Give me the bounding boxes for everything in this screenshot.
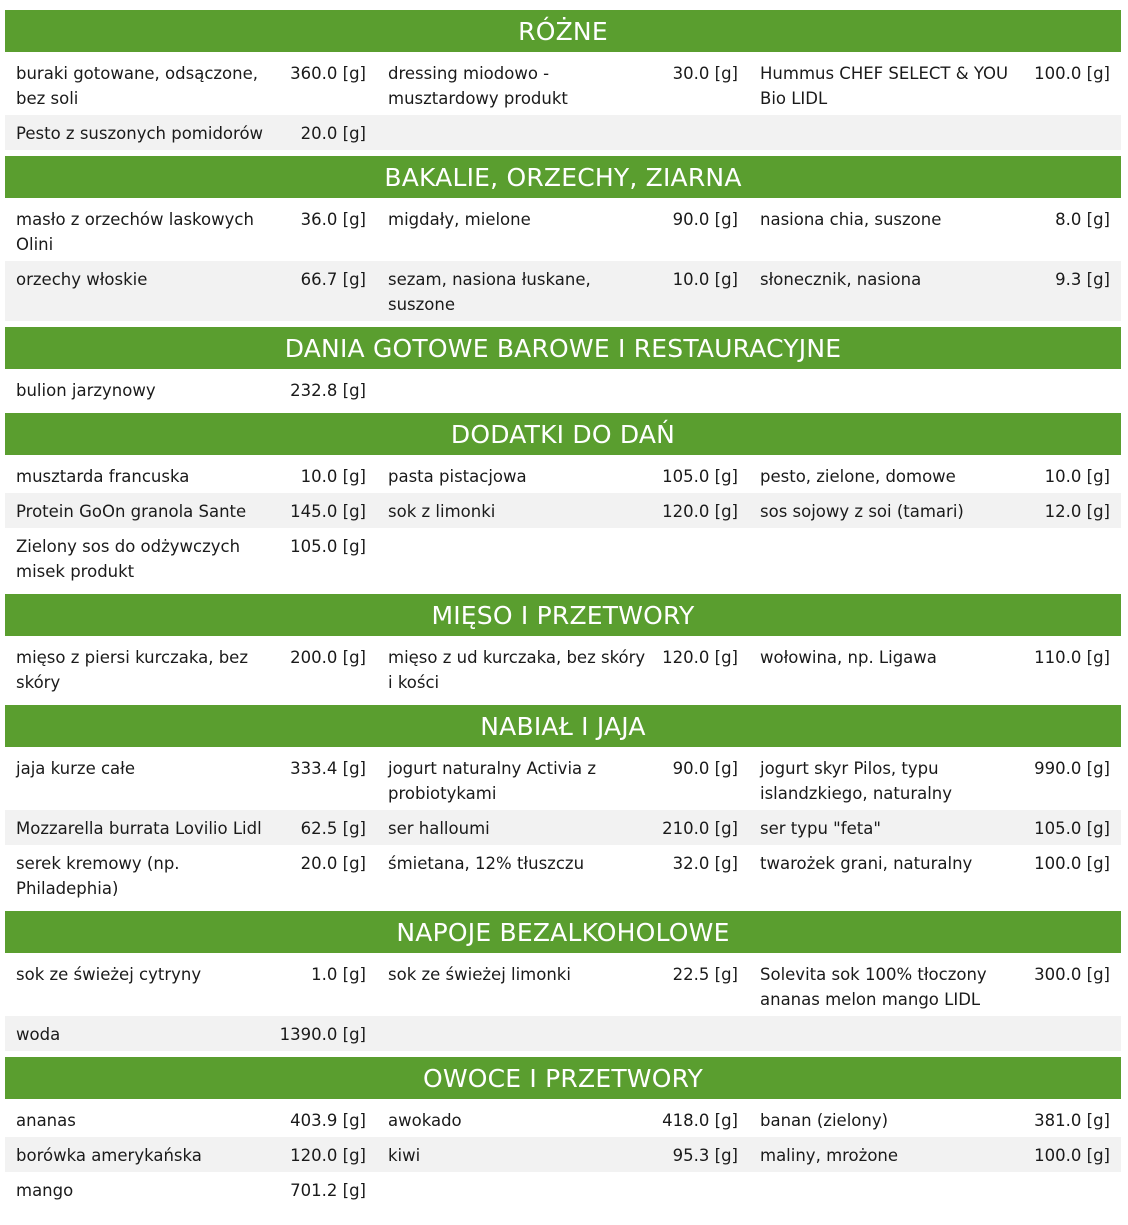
empty-cell (377, 1016, 749, 1051)
item-row (5, 261, 1121, 321)
item-name: dressing miodowo - musztardowy produkt (388, 64, 568, 108)
section-header: MIĘSO I PRZETWORY (5, 594, 1121, 636)
item-quantity: 20.0 [g] (300, 124, 366, 143)
item-quantity: 8.0 [g] (1055, 210, 1110, 229)
item-quantity: 36.0 [g] (300, 210, 366, 229)
empty-cell (749, 1172, 1121, 1207)
item-row (5, 201, 1121, 261)
item-row (5, 956, 1121, 1016)
item-cell (5, 115, 377, 150)
item-cell (377, 493, 749, 528)
item-name: bulion jarzynowy (16, 381, 156, 400)
item-name: ser typu "feta" (760, 819, 881, 838)
item-name: borówka amerykańska (16, 1146, 202, 1165)
item-name: Zielony sos do odżywczych misek produkt (16, 537, 241, 581)
item-quantity: 120.0 [g] (662, 648, 738, 667)
item-name: nasiona chia, suszone (760, 210, 942, 229)
item-name: jogurt skyr Pilos, typu islandzkiego, naturalny (760, 759, 953, 803)
item-cell (377, 956, 749, 1016)
empty-cell (749, 528, 1121, 588)
section-header: OWOCE I PRZETWORY (5, 1057, 1121, 1099)
item-quantity: 232.8 [g] (290, 381, 366, 400)
item-quantity: 1.0 [g] (311, 965, 366, 984)
item-quantity: 200.0 [g] (290, 648, 366, 667)
item-name: serek kremowy (np. Philadephia) (16, 854, 180, 898)
item-cell (749, 458, 1121, 493)
section-items (5, 750, 1121, 905)
item-quantity: 333.4 [g] (290, 759, 366, 778)
item-cell (377, 1137, 749, 1172)
item-quantity: 10.0 [g] (300, 467, 366, 486)
item-quantity: 90.0 [g] (672, 759, 738, 778)
item-cell (5, 1016, 377, 1051)
item-cell (749, 639, 1121, 699)
item-quantity: 12.0 [g] (1044, 502, 1110, 521)
item-quantity: 95.3 [g] (672, 1146, 738, 1165)
item-cell (749, 1137, 1121, 1172)
item-cell (377, 810, 749, 845)
item-quantity: 120.0 [g] (290, 1146, 366, 1165)
item-quantity: 10.0 [g] (1044, 467, 1110, 486)
item-cell (5, 493, 377, 528)
item-name: wołowina, np. Ligawa (760, 648, 937, 667)
item-quantity: 110.0 [g] (1034, 648, 1110, 667)
section-items (5, 55, 1121, 150)
item-row (5, 639, 1121, 699)
item-quantity: 90.0 [g] (672, 210, 738, 229)
item-row (5, 1016, 1121, 1051)
item-quantity: 105.0 [g] (662, 467, 738, 486)
section-items (5, 956, 1121, 1051)
empty-cell (377, 115, 749, 150)
item-name: migdały, mielone (388, 210, 531, 229)
empty-cell (749, 1016, 1121, 1051)
item-cell (5, 1172, 377, 1207)
section-header: BAKALIE, ORZECHY, ZIARNA (5, 156, 1121, 198)
item-quantity: 100.0 [g] (1034, 1146, 1110, 1165)
shopping-list (5, 10, 1121, 1207)
item-cell (749, 201, 1121, 261)
item-cell (377, 458, 749, 493)
item-name: sok z limonki (388, 502, 496, 521)
section-items (5, 201, 1121, 321)
item-row (5, 845, 1121, 905)
item-cell (5, 1137, 377, 1172)
item-row (5, 458, 1121, 493)
item-name: śmietana, 12% tłuszczu (388, 854, 585, 873)
item-name: jaja kurze całe (16, 759, 136, 778)
item-row (5, 1172, 1121, 1207)
item-cell (5, 956, 377, 1016)
item-cell (5, 1102, 377, 1137)
item-row (5, 493, 1121, 528)
item-cell (5, 528, 377, 588)
item-cell (5, 458, 377, 493)
item-row (5, 55, 1121, 115)
item-cell (749, 261, 1121, 321)
item-cell (749, 845, 1121, 905)
item-cell (5, 372, 377, 407)
item-quantity: 120.0 [g] (662, 502, 738, 521)
item-name: twarożek grani, naturalny (760, 854, 973, 873)
item-cell (5, 810, 377, 845)
item-quantity: 22.5 [g] (672, 965, 738, 984)
item-name: Protein GoOn granola Sante (16, 502, 247, 521)
item-quantity: 62.5 [g] (300, 819, 366, 838)
section-items (5, 639, 1121, 699)
item-quantity: 381.0 [g] (1034, 1111, 1110, 1130)
item-row (5, 528, 1121, 588)
item-cell (5, 201, 377, 261)
empty-cell (377, 372, 749, 407)
item-name: słonecznik, nasiona (760, 270, 922, 289)
item-row (5, 115, 1121, 150)
item-cell (377, 750, 749, 810)
item-quantity: 100.0 [g] (1034, 64, 1110, 83)
item-cell (5, 55, 377, 115)
section-items (5, 1102, 1121, 1207)
item-cell (749, 810, 1121, 845)
item-quantity: 360.0 [g] (290, 64, 366, 83)
item-quantity: 66.7 [g] (300, 270, 366, 289)
item-name: buraki gotowane, odsączone, bez soli (16, 64, 259, 108)
item-row (5, 372, 1121, 407)
item-quantity: 403.9 [g] (290, 1111, 366, 1130)
item-quantity: 30.0 [g] (672, 64, 738, 83)
item-quantity: 9.3 [g] (1055, 270, 1110, 289)
item-quantity: 300.0 [g] (1034, 965, 1110, 984)
item-cell (749, 493, 1121, 528)
item-cell (5, 845, 377, 905)
item-name: mięso z ud kurczaka, bez skóry i kości (388, 648, 646, 692)
section-header: NAPOJE BEZALKOHOLOWE (5, 911, 1121, 953)
empty-cell (377, 528, 749, 588)
item-name: jogurt naturalny Activia z probiotykami (388, 759, 597, 803)
item-name: Mozzarella burrata Lovilio Lidl (16, 819, 262, 838)
item-quantity: 105.0 [g] (1034, 819, 1110, 838)
section-header: DODATKI DO DAŃ (5, 413, 1121, 455)
item-name: mango (16, 1181, 74, 1200)
item-name: masło z orzechów laskowych Olini (16, 210, 254, 254)
item-row (5, 1102, 1121, 1137)
item-cell (377, 55, 749, 115)
item-quantity: 100.0 [g] (1034, 854, 1110, 873)
item-cell (377, 261, 749, 321)
item-quantity: 145.0 [g] (290, 502, 366, 521)
item-quantity: 20.0 [g] (300, 854, 366, 873)
item-cell (5, 261, 377, 321)
item-quantity: 210.0 [g] (662, 819, 738, 838)
section-header: DANIA GOTOWE BAROWE I RESTAURACYJNE (5, 327, 1121, 369)
item-row (5, 750, 1121, 810)
item-name: Hummus CHEF SELECT & YOU Bio LIDL (760, 64, 1009, 108)
section-header: NABIAŁ I JAJA (5, 705, 1121, 747)
item-name: maliny, mrożone (760, 1146, 899, 1165)
item-name: musztarda francuska (16, 467, 190, 486)
item-quantity: 990.0 [g] (1034, 759, 1110, 778)
item-quantity: 105.0 [g] (290, 537, 366, 556)
item-cell (749, 956, 1121, 1016)
item-name: sok ze świeżej limonki (388, 965, 571, 984)
item-name: banan (zielony) (760, 1111, 889, 1130)
empty-cell (749, 115, 1121, 150)
item-name: sos sojowy z soi (tamari) (760, 502, 964, 521)
item-name: pesto, zielone, domowe (760, 467, 956, 486)
item-quantity: 10.0 [g] (672, 270, 738, 289)
item-name: sok ze świeżej cytryny (16, 965, 202, 984)
item-name: sezam, nasiona łuskane, suszone (388, 270, 591, 314)
section-items (5, 458, 1121, 588)
item-quantity: 418.0 [g] (662, 1111, 738, 1130)
empty-cell (749, 372, 1121, 407)
section-header: RÓŻNE (5, 10, 1121, 52)
item-cell (5, 639, 377, 699)
item-name: ananas (16, 1111, 76, 1130)
item-quantity: 701.2 [g] (290, 1181, 366, 1200)
item-row (5, 1137, 1121, 1172)
item-quantity: 1390.0 [g] (279, 1025, 366, 1044)
item-cell (749, 1102, 1121, 1137)
item-cell (5, 750, 377, 810)
item-name: woda (16, 1025, 61, 1044)
item-cell (377, 201, 749, 261)
item-quantity: 32.0 [g] (672, 854, 738, 873)
item-cell (749, 55, 1121, 115)
item-cell (749, 750, 1121, 810)
item-cell (377, 639, 749, 699)
item-name: mięso z piersi kurczaka, bez skóry (16, 648, 248, 692)
item-name: Pesto z suszonych pomidorów (16, 124, 264, 143)
item-name: pasta pistacjowa (388, 467, 527, 486)
section-items (5, 372, 1121, 407)
item-name: orzechy włoskie (16, 270, 148, 289)
item-row (5, 810, 1121, 845)
item-name: ser halloumi (388, 819, 490, 838)
item-name: awokado (388, 1111, 462, 1130)
item-name: kiwi (388, 1146, 421, 1165)
item-cell (377, 1102, 749, 1137)
empty-cell (377, 1172, 749, 1207)
item-cell (377, 845, 749, 905)
item-name: Solevita sok 100% tłoczony ananas melon mango LIDL (760, 965, 987, 1009)
